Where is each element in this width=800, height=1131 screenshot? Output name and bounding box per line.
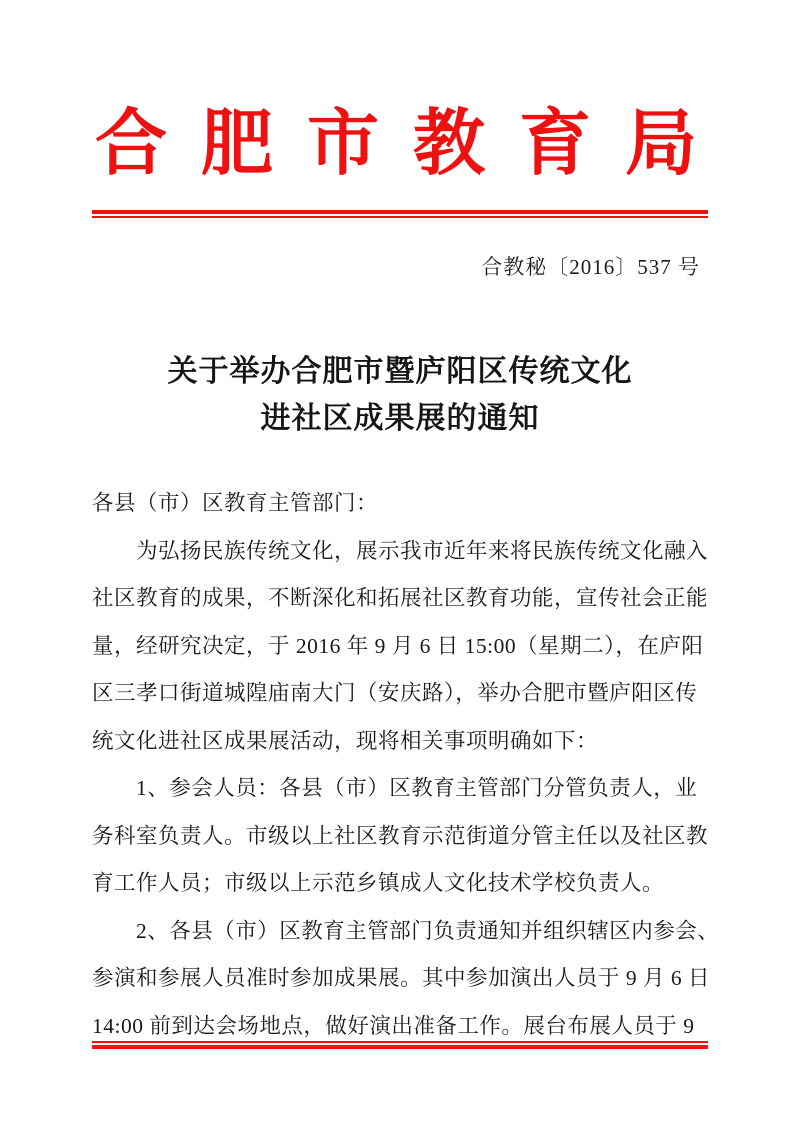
- body-line: 2、各县（市）区教育主管部门负责通知并组织辖区内参会、: [92, 918, 720, 943]
- header-red-divider: [92, 210, 708, 218]
- body-line: 参演和参展人员准时参加成果展。其中参加演出人员于 9 月 6 日: [92, 966, 711, 990]
- body-line-salutation: 各县（市）区教育主管部门：: [92, 491, 379, 515]
- document-title: [0, 348, 800, 442]
- header-divider-thin-bar: [92, 216, 708, 218]
- footer-divider-thick-bar: [92, 1045, 708, 1049]
- document-body: [92, 480, 720, 1050]
- body-line: 育工作人员；市级以上示范乡镇成人文化技术学校负责人。: [92, 871, 665, 895]
- footer-red-divider: [92, 1041, 708, 1049]
- body-line: 社区教育的成果，不断深化和拓展社区教育功能，宣传社会正能: [92, 586, 709, 610]
- body-line: 务科室负责人。市级以上社区教育示范街道分管主任以及社区教: [92, 823, 709, 848]
- document-title-line-1: 关于举办合肥市暨庐阳区传统文化: [167, 355, 633, 388]
- document-reference-number: 合教秘〔2016〕537 号: [481, 255, 700, 279]
- document-title-line-2: 进社区成果展的通知: [260, 402, 540, 435]
- body-line: 区三孝口街道城隍庙南大门（安庆路），举办合肥市暨庐阳区传: [92, 681, 698, 705]
- body-line: 量，经研究决定，于 2016 年 9 月 6 日 15:00（星期二），在庐阳: [92, 633, 704, 658]
- agency-letterhead-title: 合 肥 市 教 育 局: [94, 104, 705, 184]
- body-line: 统文化进社区成果展活动，现将相关事项明确如下：: [92, 728, 599, 753]
- body-line: 14:00 前到达会场地点，做好演出准备工作。展台布展人员于 9: [92, 1013, 695, 1038]
- body-line: 为弘扬民族传统文化，展示我市近年来将民族传统文化融入: [92, 538, 709, 563]
- body-line: 1、参会人员：各县（市）区教育主管部门分管负责人，业: [92, 776, 698, 800]
